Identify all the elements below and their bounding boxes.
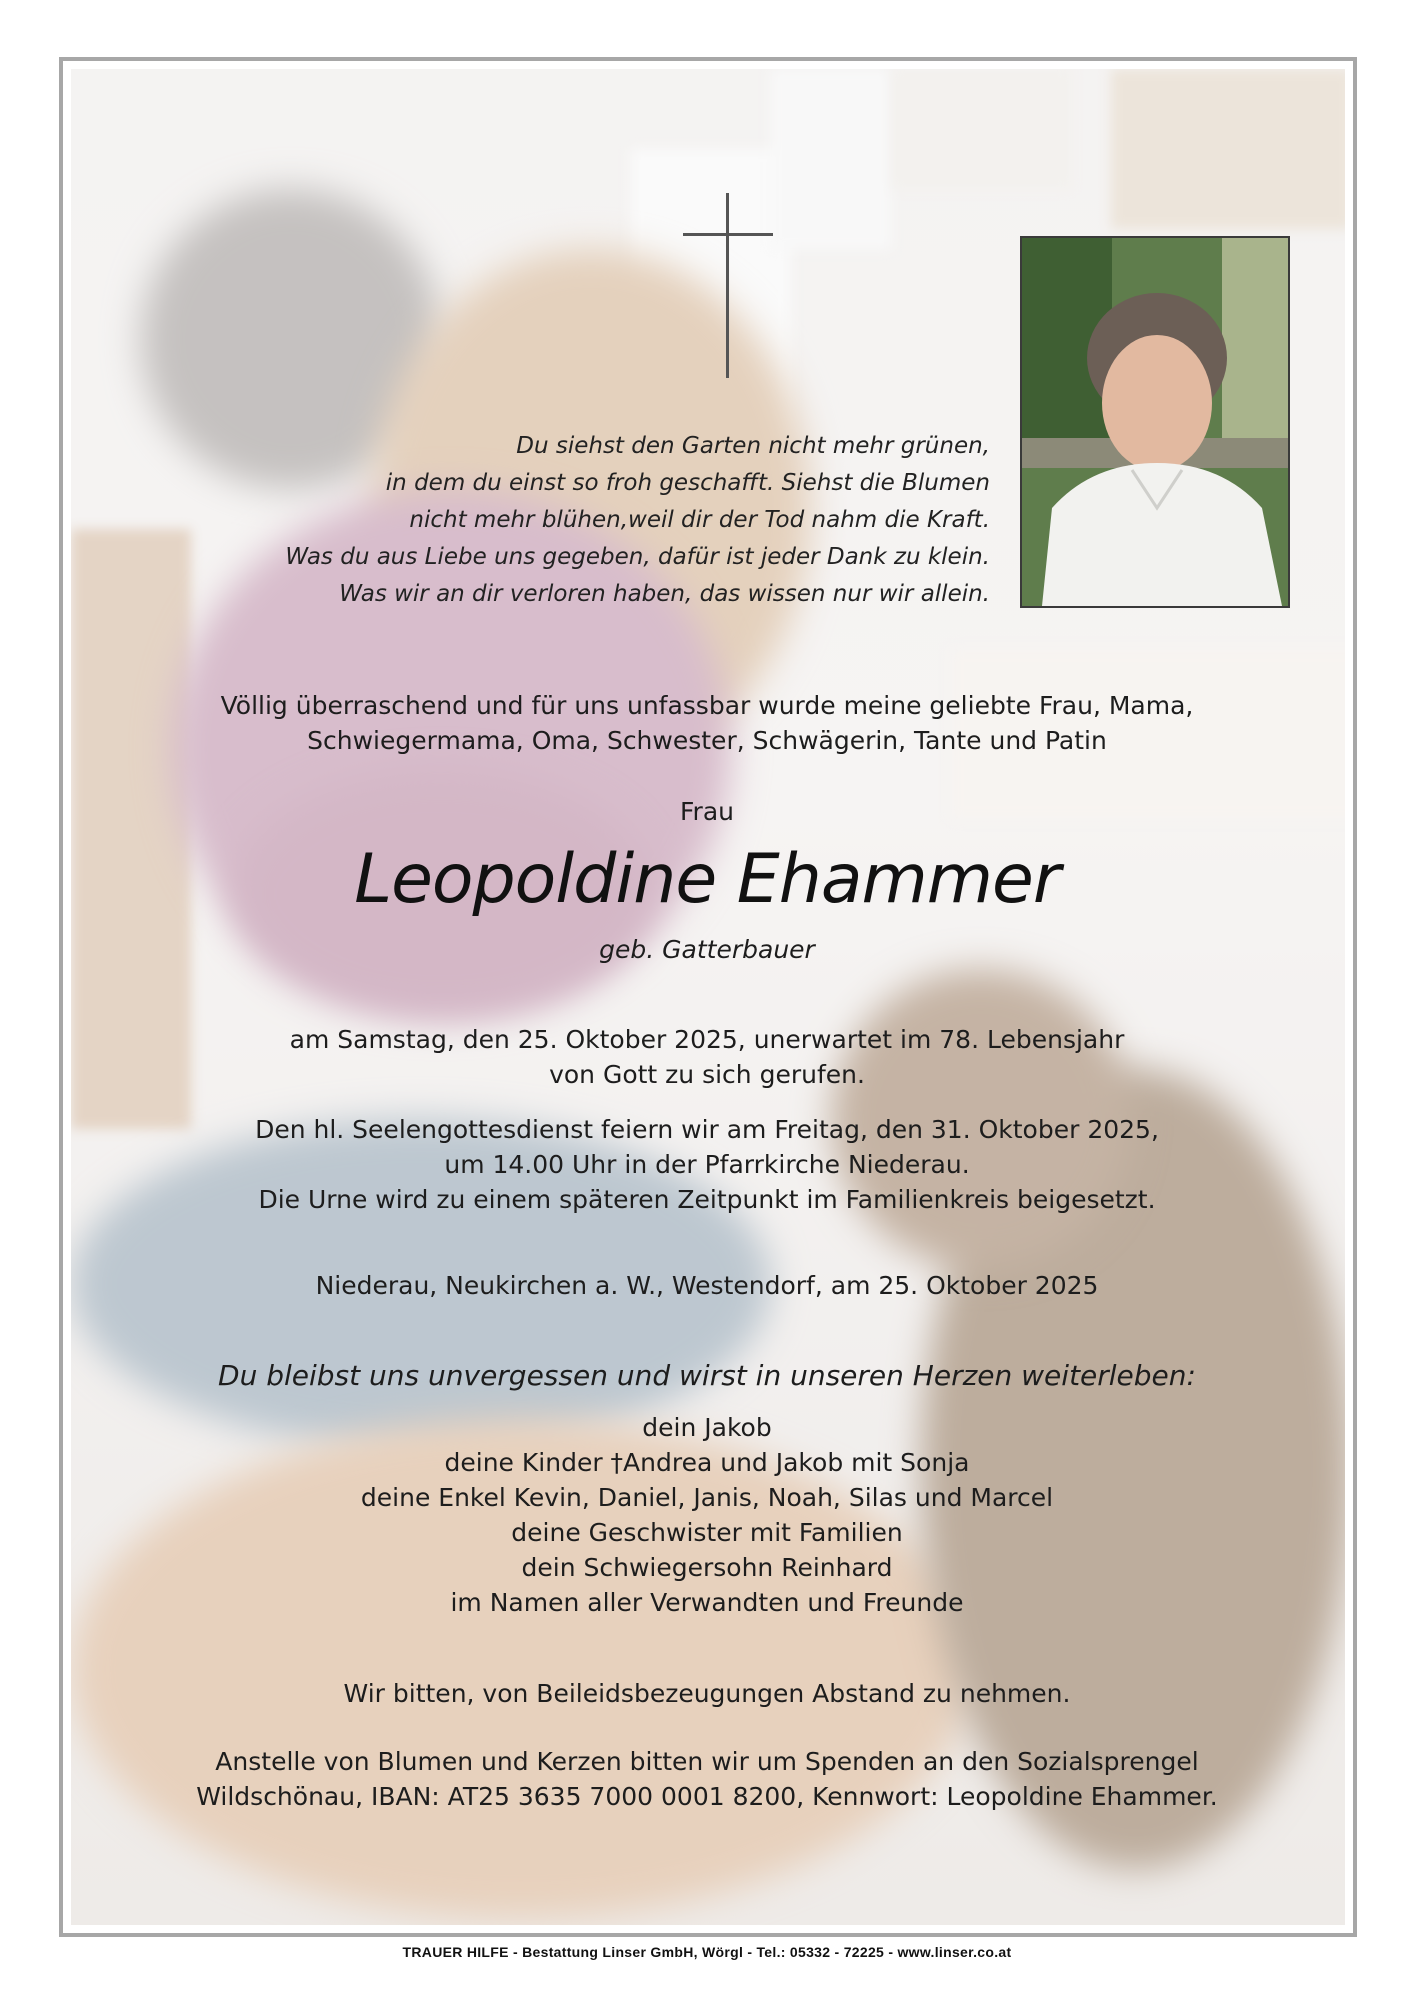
mourner-line: deine Enkel Kevin, Daniel, Janis, Noah, Silas und Marcel	[360, 1483, 1054, 1512]
footer-credit: TRAUER HILFE - Bestattung Linser GmbH, Wörgl - Tel.: 05332 - 72225 - www.linser.co.at	[402, 1944, 1012, 1960]
mourner-line: deine Kinder †Andrea und Jakob mit Sonja	[444, 1448, 970, 1477]
intro-line: Schwiegermama, Oma, Schwester, Schwägerin, Tante und Patin	[307, 726, 1107, 755]
mourners-list	[0, 1410, 1414, 1620]
portrait-photo	[1020, 236, 1290, 608]
poem-line: Was wir an dir verloren haben, das wissen nur wir allein.	[339, 581, 990, 607]
death-notice-line: von Gott zu sich gerufen.	[549, 1060, 865, 1089]
maiden-name: geb. Gatterbauer	[599, 935, 815, 964]
mourner-line: dein Jakob	[642, 1413, 772, 1442]
death-notice	[0, 1022, 1414, 1092]
intro-text	[0, 688, 1414, 758]
place-date: Niederau, Neukirchen a. W., Westendorf, am 25. Oktober 2025	[315, 1271, 1099, 1300]
service-line: um 14.00 Uhr in der Pfarrkirche Niederau.	[444, 1150, 970, 1179]
intro-line: Völlig überraschend und für uns unfassbar wurde meine geliebte Frau, Mama,	[220, 691, 1194, 720]
service-info	[0, 1112, 1414, 1217]
poem-line: nicht mehr blühen,weil dir der Tod nahm die Kraft.	[409, 507, 990, 533]
poem-line: Du siehst den Garten nicht mehr grünen,	[516, 433, 990, 459]
death-notice-line: am Samstag, den 25. Oktober 2025, unerwartet im 78. Lebensjahr	[289, 1025, 1125, 1054]
mourner-line: dein Schwiegersohn Reinhard	[521, 1553, 893, 1582]
donation-info	[0, 1744, 1414, 1814]
donation-line: Wildschönau, IBAN: AT25 3635 7000 0001 8200, Kennwort: Leopoldine Ehammer.	[196, 1782, 1218, 1811]
cross-icon	[683, 193, 773, 378]
motto: Du bleibst uns unvergessen und wirst in unseren Herzen weiterleben:	[218, 1359, 1196, 1392]
poem	[230, 428, 990, 613]
mourner-line: im Namen aller Verwandten und Freunde	[450, 1588, 964, 1617]
donation-line: Anstelle von Blumen und Kerzen bitten wir um Spenden an den Sozialsprengel	[215, 1747, 1199, 1776]
poem-line: in dem du einst so froh geschafft. Siehst die Blumen	[385, 470, 990, 496]
salutation: Frau	[679, 797, 734, 826]
service-line: Die Urne wird zu einem späteren Zeitpunkt im Familienkreis beigesetzt.	[258, 1185, 1156, 1214]
service-line: Den hl. Seelengottesdienst feiern wir am Freitag, den 31. Oktober 2025,	[255, 1115, 1159, 1144]
deceased-name: Leopoldine Ehammer	[354, 840, 1060, 919]
poem-line: Was du aus Liebe uns gegeben, dafür ist jeder Dank zu klein.	[285, 544, 990, 570]
mourner-line: deine Geschwister mit Familien	[511, 1518, 903, 1547]
condolence-request: Wir bitten, von Beileidsbezeugungen Abstand zu nehmen.	[343, 1679, 1071, 1708]
